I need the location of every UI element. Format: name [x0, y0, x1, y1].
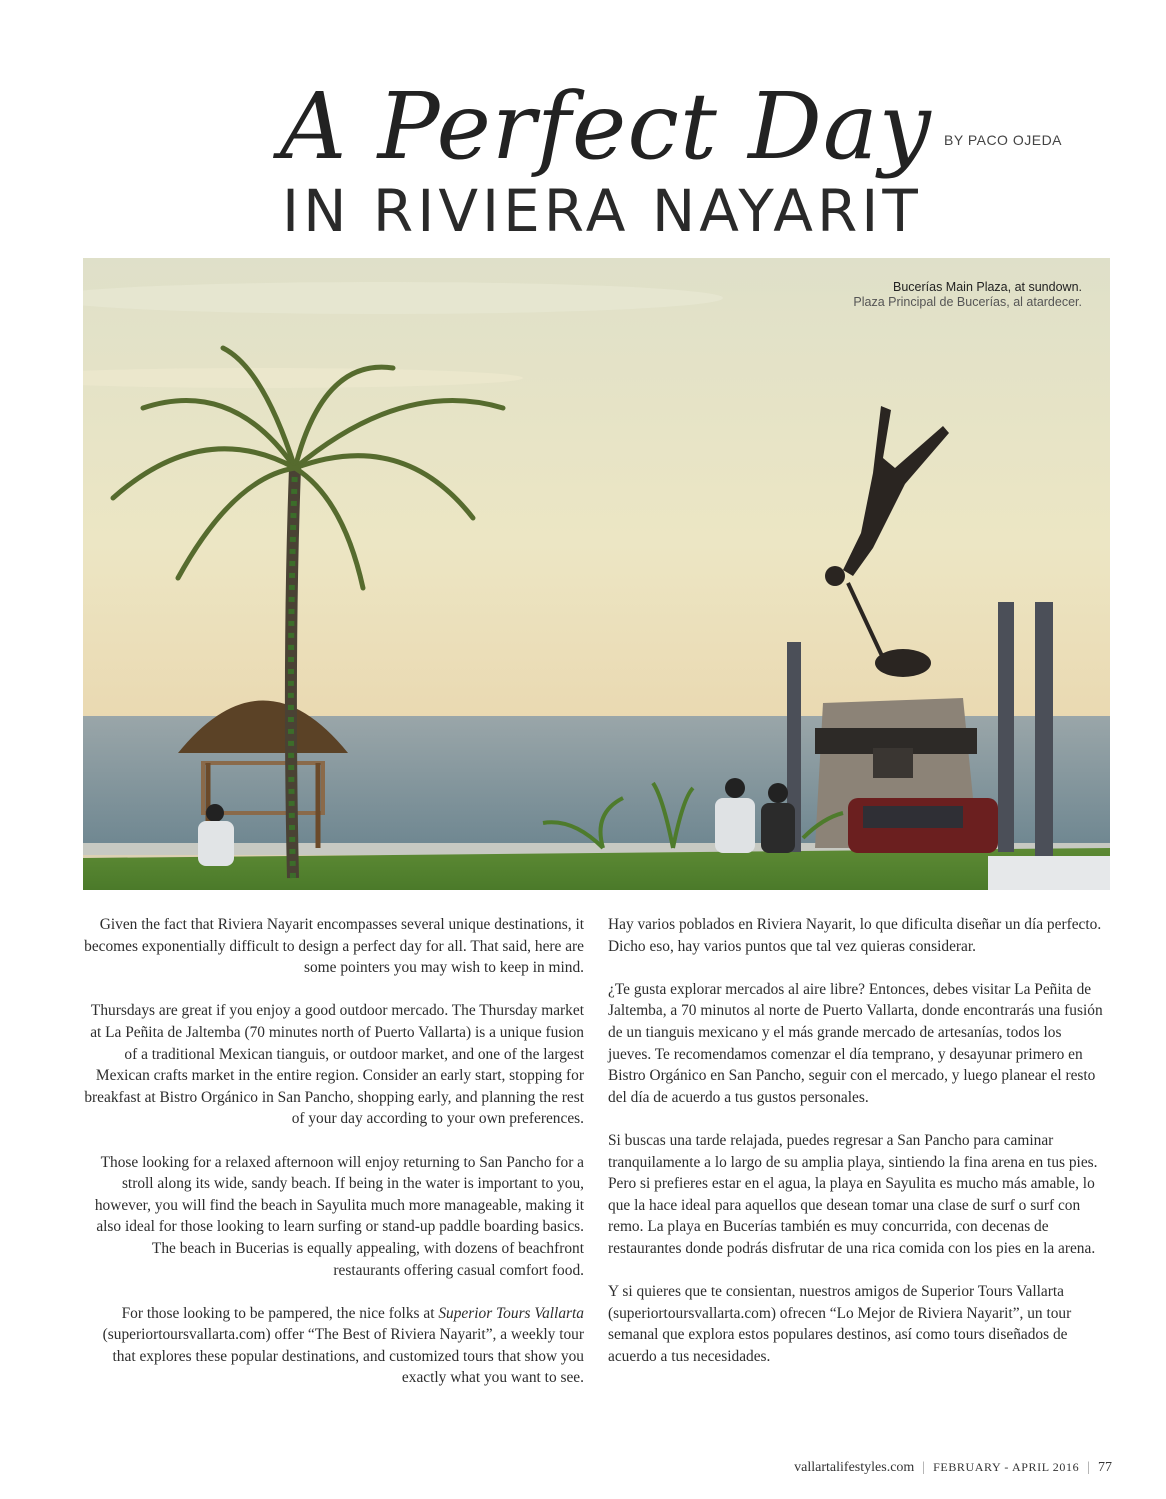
footer-issue: FEBRUARY - APRIL 2016 [933, 1460, 1080, 1474]
paragraph-en-4-rest: (superiortoursvallarta.com) offer “The Best of Riviera Nayarit”, a weekly tour that explores these popular destinations, and customized tours that show you exactly what you want to see. [102, 1326, 584, 1387]
page-footer [794, 1460, 1112, 1476]
article-column-spanish [608, 914, 1108, 1389]
paragraph-en-2: Thursdays are great if you enjoy a good outdoor mercado. The Thursday market at La Peñita de Jaltemba (70 minutes north of Puerto Vallarta) is a unique fusion of a traditional Mexican tianguis, or outdoor market, and one of the largest Mexican crafts market in the entire region. Consider an early start, stopping for breakfast at Bistro Orgánico in San Pancho, shopping early, and planning the rest of your day according to your own preferences. [84, 1002, 584, 1128]
paragraph-en-3: Those looking for a relaxed afternoon will enjoy returning to San Pancho for a stroll along its wide, sandy beach. If being in the water is important to you, however, you will find the beach in Sayulita much more manageable, making it also ideal for those looking to learn surfing or stand-up paddle boarding basics. The beach in Bucerias is equally appealing, with dozens of beachfront restaurants offering casual comfort food. [94, 1153, 584, 1279]
paragraph-es-1: Hay varios poblados en Riviera Nayarit, lo que dificulta diseñar un día perfecto. Dicho eso, hay varios puntos que tal vez quieras considerar. [608, 916, 1102, 955]
paragraph-en-1: Given the fact that Riviera Nayarit encompasses several unique destinations, it becomes exponentially difficult to design a perfect day for all. That said, here are some pointers you may wish to keep in mind. [84, 916, 584, 977]
paragraph-es-3: Si buscas una tarde relajada, puedes regresar a San Pancho para caminar tranquilamente a lo largo de su amplia playa, sintiendo la fina arena en tus pies. Pero si prefieres estar en el agua, la playa en Sayulita es mucho más amable, lo que la hace ideal para aquellos que desean tomar una clase de surf o surf con remo. La playa en Bucerías también es muy concurrida, con decenas de restaurantes donde podrás disfrutar de una rica comida con los pies en la arena. [608, 1131, 1098, 1257]
paragraph-es-4: Y si quieres que te consientan, nuestros amigos de Superior Tours Vallarta (superiortoursvallarta.com) ofrecen “Lo Mejor de Riviera Nayarit”, un tour semanal que explora estos populares destinos, así como tours diseñados de acuerdo a tus necesidades. [608, 1283, 1072, 1365]
footer-divider: | [1087, 1460, 1090, 1475]
paragraph-es-2: ¿Te gusta explorar mercados al aire libre? Entonces, debes visitar La Peñita de Jaltemba, a 70 minutos al norte de Puerto Vallarta, donde encontrarás una fusión de un tianguis mexicano y el más grande mercado de artesanías, todos los jueves. Te recomendamos comenzar el día temprano, y desayunar primero en Bistro Orgánico en San Pancho, seguir con el mercado, y luego planear el resto del día de acuerdo a tus gustos personales. [608, 980, 1103, 1106]
caption-spanish: Plaza Principal de Bucerías, al atardecer. [853, 295, 1082, 309]
article-column-english [84, 914, 584, 1411]
byline: BY PACO OJEDA [944, 132, 1063, 148]
page-number: 77 [1098, 1460, 1112, 1475]
caption-english: Bucerías Main Plaza, at sundown. [893, 280, 1082, 294]
bucerias-plaza-illustration [83, 258, 1110, 890]
hero-photo [83, 258, 1110, 890]
paragraph-en-4-lead: For those looking to be pampered, the nice folks at [121, 1304, 439, 1322]
title-script: A Perfect Day [280, 73, 932, 180]
footer-divider: | [922, 1460, 926, 1475]
tour-company-name: Superior Tours Vallarta [438, 1304, 584, 1322]
photo-caption [853, 280, 1082, 310]
paragraph-en-4 [84, 1303, 584, 1389]
footer-website: vallartalifestyles.com [794, 1460, 915, 1475]
title-main: IN RIVIERA NAYARIT [282, 177, 922, 245]
